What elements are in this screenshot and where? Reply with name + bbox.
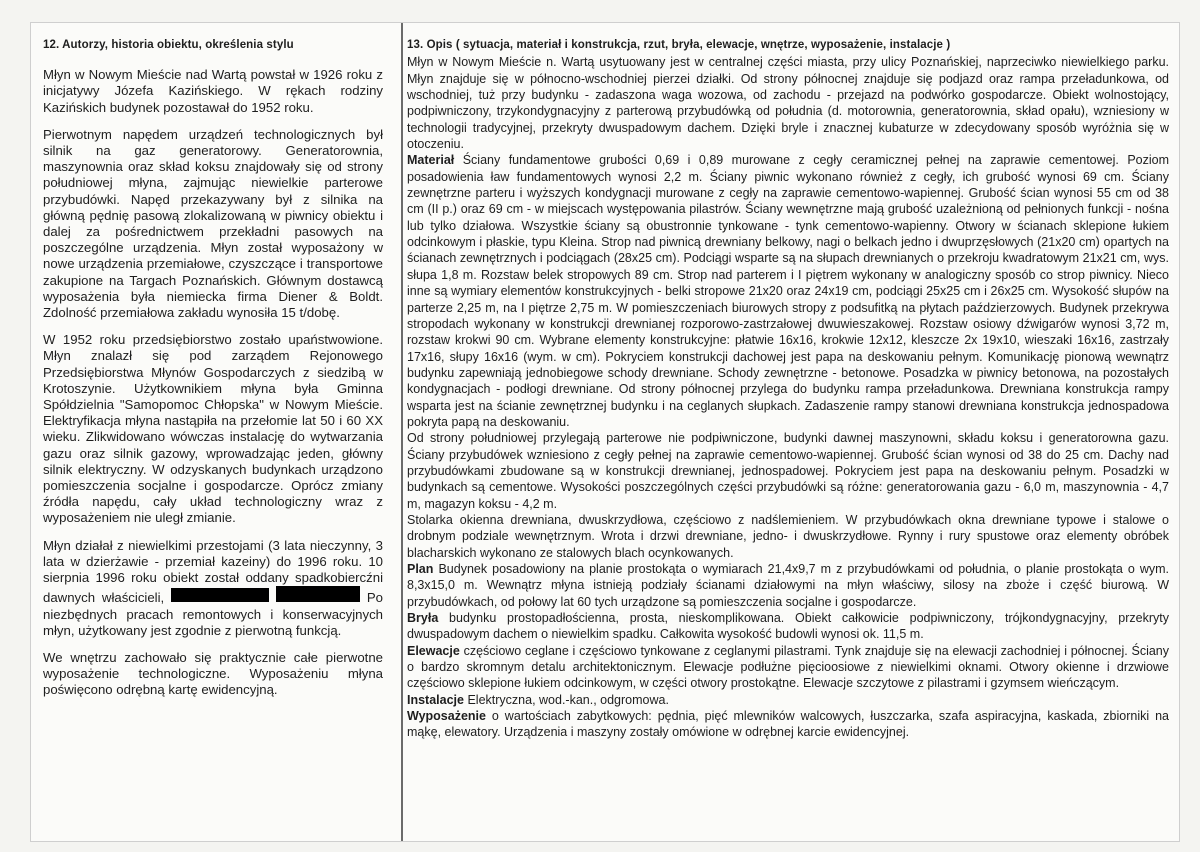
bryla-text: budynku prostopadłościenna, prosta, nieskomplikowana. Obiekt całkowicie podpiwniczony, trójkondygnacyjny, przekryty dwuspadowym dachem o niewielkim spadku. Całkowita wysokość budowli wynosi ok. 11,5 m. — [407, 611, 1169, 642]
history-text: Młyn działał z niewielkimi przestojami (3 lata nieczynny, 3 lata w dzierżawie - przemiał kazeiny) do 1996 roku. 10 sierpnia 1996 roku obiekt został oddany spadkobiercźni dawnych właścicieli, — [43, 537, 383, 606]
history-paragraph: W 1952 roku przedsiębiorstwo zostało upaństwowione. Młyn znalazł się pod zarządem Rejonowego Przedsiębiorstwa Młynów Gospodarczych z siedzibą w Krotoszynie. Użytkownikiem młyna była Gminna Spółdzielnia "Samopomoc Chłopska" w Nowym Mieście. Elektryfikacja młyna nastąpiła na przełomie lat 50 i 60 XX wieku. Zlikwidowano wówczas instalację do wytwarzania gazu oraz silnik gazowy, wprowadzając jeden, główny silnik elektryczny. W odzyskanych budynkach urządzono pomieszczenia socjalne i gospodarcze. Oprócz zmiany źródła napędu, cały układ technologiczny wraz z wyposażeniem nie uległ zmianie. — [43, 332, 383, 526]
description-intro: Młyn w Nowym Mieście n. Wartą usytuowany jest w centralnej części miasta, przy ulicy Poznańskiej, naprzeciwko niewielkiego parku. Młyn znajduje się w północno-wschodniej pierzei działki. Od strony północnej znajduje się podjazd oraz rampa przeładunkowa, od wschodniej, tuż przy budynku - zadaszona waga wozowa, od zachodu - przejazd na podwórko gospodarcze. Obiekt wolnostojący, podpiwniczony, trzykondygnacyjny z parterową przybudówką od południa (d. motorownia, generatorownia, skład opału), wzniesiony w technologii tradycyjnej, przekryty dwuspadowym dachem. Dzięki bryle i znacznej kubaturze w zdecydowany sposób wyróżnia się w otoczeniu. — [407, 55, 1169, 152]
description-heading: 13. Opis ( sytuacja, materiał i konstrukcja, rzut, bryła, elewacje, wnętrze, wyposażenie, instalacje ) — [407, 39, 951, 51]
column-divider — [401, 23, 403, 841]
history-heading: 12. Autorzy, historia obiektu, określenia stylu — [43, 39, 294, 51]
wyposazenie-label: Wyposażenie — [407, 709, 486, 724]
bryla-section — [407, 610, 1169, 643]
redaction-block — [276, 586, 360, 602]
description-column — [407, 37, 1169, 741]
elewacje-text: częściowo ceglane i częściowo tynkowane z ceglanymi pilastrami. Tynk znajduje się na elewacji zachodniej i północnej. Ściany o bardzo skromnym detalu architektonicznym. Elewacje podłużne pięcioosiowe z niewielkimi oknami. Otwory okienne i drzwiowe częściowo sklepione łukiem odcinkowym, w części otwory prostokątne. Elewacje szczytowe z pilastrami i gzymsem wieńczącym. — [407, 643, 1169, 691]
elewacje-section — [407, 643, 1169, 692]
instalacje-label: Instalacje — [407, 692, 464, 707]
form-page — [30, 22, 1180, 842]
plan-label: Plan — [407, 562, 434, 576]
material-label: Materiał — [407, 153, 455, 168]
south-annex-section: Od strony południowej przylegają parterowe nie podpiwniczone, budynki dawnej maszynowni, składu koksu i generatorowna gazu. Ściany przybudówek wzniesiono z cegły pełnej na zaprawie cementowo-wapiennej. Grubość ścian wynosi od 38 do 25 cm. Dachy nad przybudówkami zbudowane są w konstrukcji drewnianej, jednospadowej. Pokryciem jest papa na deskowaniu pełnym. Posadzki w budynkach są cementowe. Wysokości poszczególnych części przybudówki są różne: generatorowania gazu - 6,0 m, maszynownia - 4,7 m, magazyn koksu - 4,2 m. — [407, 431, 1169, 511]
history-paragraph: Pierwotnym napędem urządzeń technologicznych był silnik na gaz generatorowy. Generatorownia, maszynownia oraz skład koksu znajdowały się od strony południowej młyna, zajmując niewielkie parterowe przybudówki. Napęd przekazywany był z silnika na główną pędnię pasową zlokalizowaną w piwnicy obiektu i dalej za pośrednictwem przekładni pasowych na poszczególne urządzenia. Młyn został wyposażony w nowe urządzenia przemiałowe, czyszczące i transportowe zakupione na Targach Poznańskich. Głównym dostawcą wyposażenia była niemiecka firma Diener & Boldt. Zdolność przemiałowa zakładu wynosiła 15 t/dobę. — [43, 126, 383, 321]
instalacje-section — [407, 692, 1169, 708]
material-text: Ściany fundamentowe grubości 0,69 i 0,89 murowane z cegły ceramicznej pełnej na zaprawie cementowej. Poziom posadowienia ław fundamentowych wynosi 2,2 m. Ściany piwnic wykonano również z cegły, ich grubość wynosi 69 cm. Ściany zewnętrzne parteru i wyższych kondygnacji murowane z cegły na zaprawie cementowo-wapiennej. Grubość ścian wynosi 55 cm od 38 cm (II p.) oraz 69 cm - w miejscach występowania pilastrów. Ściany wewnętrzne mają grubość uzależnioną od pełnionych funkcji - nośna lub tylko działowa. Wszystkie ściany są obustronnie tynkowane - tynk cementowo-wapienny. Otwory w ścianach sklepione łukiem odcinkowym i płaskie, typu Kleina. Strop nad piwnicą drewniany belkowy, nagi o belkach jedno i dwuprzęsłowych (21x20 cm) opartych na ścianach zewnętrznych i podciągach (28x25 cm). Podciągi wsparte są na słupach drewnianych o przekroju kwadratowym 21x21 cm, wys. słupa 1,8 m. Rozstaw belek stropowych 89 cm. Strop nad parterem i I piętrem wykonany w analogiczny sposób co strop piwnicy. Nieco inne są wymiary elementów konstrukcyjnych - belki stropowe 21x20 oraz 24x19 cm, podciągi 25x25 cm i 26x25 cm. Wysokość słupów na parterze 2,25 m, na I piętrze 2,75 m. W pomieszczeniach biurowych stropy z podsufitką na płytach paździerzowych. Budynek przekrywa stropodach wykonany w konstrukcji drewnianej rozporowo-zastrzałowej dwuwieszakowej. Rozstaw osiowy dźwigarów wynosi 3,72 m, rozstaw krokwi 90 cm. Wybrane elementy konstrukcyjne: płatwie 16x16, krokwie 12x12, kleszcze 2x 19x10, wieszaki 16x16, zastrzały 17x16, słupy 16x16 (wym. w cm). Pokryciem konstrukcji dachowej jest papa na deskowaniu pełnym. Komunikację pionową wewnątrz budynku zapewniają jednobiegowe schody drewniane. Schody zewnętrzne - betonowe. Posadzka w piwnicy betonowa, na pozostałych kondygnacjach - podłogi drewniane. Od strony północnej przylega do budynku rampa przeładunkowa. Drewniana konstrukcja rampy wsparta jest na ścianie zewnętrznej budynku i na ceglanych słupkach. Zadaszenie rampy stanowi drewniana konstrukcja jednospadowa pokryta papą na deskowaniu. — [407, 153, 1169, 429]
plan-text: Budynek posadowiony na planie prostokąta o wymiarach 21,4x9,7 m z przybudówkami od południa, o planie prostokąta o wym. 8,3x15,0 m. Wewnątrz młyna istnieją podziały ścianami działowymi na młyn właściwy, silosy na zboże i część biurową. W przybudówkach, od połowy lat 60 tych urządzone są pomieszczenia socjalne i gospodarcze. — [407, 562, 1169, 609]
wyposazenie-text: o wartościach zabytkowych: pędnia, pięć mlewników walcowych, łuszczarka, szafa aspiracyjna, kaskada, zbiorniki na mąkę, elewatory. Urządzenia i maszyny zostały omówione w odrębnej karcie ewidencyjnej. — [407, 709, 1169, 740]
history-paragraph — [43, 538, 383, 639]
history-paragraph: Młyn w Nowym Mieście nad Wartą powstał w 1926 roku z inicjatywy Józefa Kazińskiego. W rękach rodziny Kazińskich budynek pozostawał do 1952 roku. — [43, 67, 383, 115]
history-text: Po niezbędnych pracach remontowych i konserwacyjnych młyn, użytkowany jest zgodnie z pierwotną funkcją. — [43, 590, 383, 638]
instalacje-text: Elektryczna, wod.-kan., odgromowa. — [463, 692, 669, 707]
material-section — [407, 152, 1169, 430]
joinery-section: Stolarka okienna drewniana, dwuskrzydłowa, częściowo z nadślemieniem. W przybudówkach okna drewniane typowe i stalowe o drobnym podziale wewnętrznym. Wrota i drzwi drewniane, jedno- i dwuskrzydłowe. Rynny i rury spustowe oraz elementy obróbek blacharskich wykonano ze stalowych blach ocynkowanych. — [407, 512, 1169, 560]
bryla-label: Bryła — [407, 611, 439, 626]
elewacje-label: Elewacje — [407, 643, 460, 658]
plan-section — [407, 561, 1169, 610]
history-column — [43, 37, 383, 710]
redaction-block — [171, 588, 269, 602]
history-paragraph: We wnętrzu zachowało się praktycznie całe pierwotne wyposażenie technologiczne. Wyposażeniu młyna poświęcono odrębną kartę ewidencyjną. — [43, 649, 383, 698]
wyposazenie-section — [407, 708, 1169, 741]
